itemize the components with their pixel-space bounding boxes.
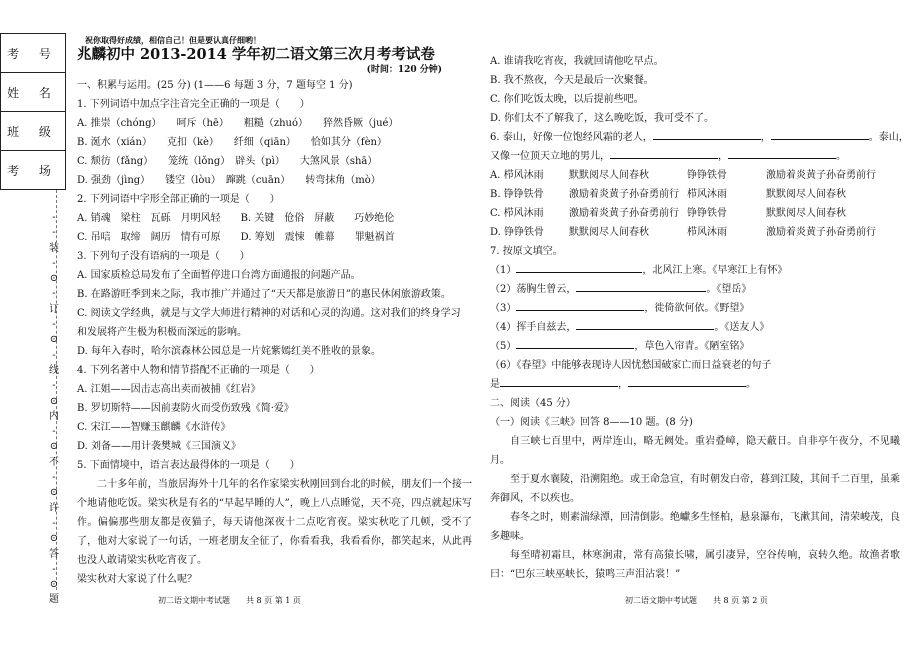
q6-option-part: 默默阅尽人间春秋	[569, 227, 649, 238]
answer-blank[interactable]	[610, 148, 718, 159]
question-line: B. 在路游旺季到来之际，我市推广并通过了“天天都是旅游日”的惠民休闲旅游政策。	[77, 289, 451, 300]
q6-line2: 又像一位顶天立地的男儿， ， 。	[490, 147, 900, 166]
passage-paragraph: 自三峡七百里中，两岸连山，略无阙处。重岩叠嶂，隐天蔽日。自非亭午夜分，不见曦月。	[490, 436, 900, 466]
seal-char: ⊙	[49, 579, 59, 591]
option-line: B. 我不熬夜，今天是最后一次聚餐。	[490, 75, 654, 86]
q7-item6: （6）《春望》中能够表现诗人因忧愁国破家亡而日益衰老的句子	[490, 360, 772, 371]
question-line: B. 涎水（xián） 克扣（kè） 纤细（qiān） 恰如其分（fèn）	[77, 137, 387, 148]
question-line: 5. 下面情境中，语言表达最得体的一项是（ ）	[77, 460, 300, 471]
seal-char: 订	[49, 303, 59, 315]
question-line: 2. 下列词语中字形全部正确的一项是（ ）	[77, 194, 280, 205]
q6-option	[490, 166, 900, 185]
q6-option	[490, 185, 900, 204]
seal-char: -	[52, 349, 56, 361]
question-line: C. 颓彷（fǎng） 笼统（lǒng） 辟头（pì） 大煞风景（shā）	[77, 156, 378, 167]
question-line: 一、积累与运用。(25 分) (1——6 每题 3 分，7 题每空 1 分)	[77, 80, 353, 91]
answer-blank[interactable]	[628, 376, 746, 387]
question-line: C. 阅读文学经典，就是与文学大师进行精神的对话和心灵的沟通。这对我们的终身学习	[77, 308, 461, 319]
q6-option-part: B. 铮铮铁骨	[490, 189, 544, 200]
q7-item: （5） ，草色入帘青。《陋室铭》	[490, 337, 900, 356]
info-field-label: 班 级	[1, 112, 66, 151]
seal-char: -	[52, 227, 56, 239]
slogan: 祝你取得好成绩，相信自己！但是要认真仔细哟！	[85, 35, 261, 45]
seal-char: 答	[49, 548, 59, 560]
q6-option-part: 铮铮铁骨	[687, 208, 727, 219]
question-line: A. 国家质检总局发布了全面暂停进口台湾方面通报的问题产品。	[77, 270, 361, 281]
seal-text	[48, 210, 60, 608]
passage-paragraph: 春冬之时，则素湍绿潭，回清倒影。绝巘多生怪柏，悬泉瀑布，飞漱其间，清荣峻茂，良多趣味。	[490, 512, 900, 542]
seal-char: -	[52, 380, 56, 392]
seal-char: -	[52, 319, 56, 331]
seal-char: -	[52, 472, 56, 484]
seal-char: -	[52, 517, 56, 529]
seal-char: ⊙	[49, 395, 59, 407]
seal-char: -	[52, 288, 56, 300]
seal-char: 内	[49, 410, 59, 422]
left-questions	[77, 76, 472, 475]
reading-sub: （一）阅读《三峡》回答 8——10 题。(8 分)	[490, 417, 693, 428]
seal-char: ⊙	[49, 273, 59, 285]
passage-paragraph: 至于夏水襄陵，沿溯阻绝。或王命急宣，有时朝发白帝，暮到江陵，其间千二百里，虽乘奔御风，不以疾也。	[490, 474, 900, 504]
question-line: 4. 下列名著中人物和情节搭配不正确的一项是（ ）	[77, 365, 320, 376]
q6-line1: 6. 泰山，好像一位饱经风霜的老人， ， 。泰山，	[490, 128, 900, 147]
left-page	[77, 34, 472, 589]
q7-item: （3） ，徙倚欲何依。《野望》	[490, 299, 900, 318]
seal-char: -	[52, 212, 56, 223]
question-line: D. 刘备——用计袭樊城《三国演义》	[77, 441, 242, 452]
q5-passage: 二十多年前，当旅居海外十几年的名作家梁实秋刚回到台北的时候，朋友们一个接一个地请他吃饭。梁实秋是有名的“早起早睡的人”，晚上八点睡觉，天不亮，四点就起床写作。偏偏那些朋友都是夜猫子，每天请他深夜十二点吃宵夜。梁实秋吃了几顿，受不了了，他对大家说了一句话，一班老朋友全征了，你看看我，我看看你，都笑起来，从此再也没人敢请梁实秋吃宵夜了。	[77, 479, 472, 566]
q6-option-part: 激励着炎黄子孙奋勇前行	[766, 170, 876, 181]
sanxia-passage	[490, 432, 900, 584]
q6-option-part: C. 栉风沐雨	[490, 208, 544, 219]
question-line: 1. 下列词语中加点字注音完全正确的一项是（ ）	[77, 99, 310, 110]
q7-heading: 7. 按原文填空。	[490, 246, 563, 257]
q7-item: （1） ，北风江上寒。《早寒江上有怀》	[490, 261, 900, 280]
q6-options	[490, 166, 900, 242]
q6-option-part: 激励着炎黄子孙奋勇前行	[569, 189, 679, 200]
q5-question: 梁实秋对大家说了什么呢？	[77, 574, 197, 585]
seal-char: -	[52, 563, 56, 575]
info-field-label: 考 场	[1, 151, 66, 190]
seal-char: -	[52, 426, 56, 438]
q6-option-part: 栉风沐雨	[687, 227, 727, 238]
answer-blank[interactable]	[576, 281, 706, 292]
option-line: A. 谁请我吃宵夜，我就回请他吃早点。	[490, 56, 664, 67]
q6-option-part: 默默阅尽人间春秋	[766, 189, 846, 200]
question-line: C. 宋江——智赚玉麒麟《水浒传》	[77, 422, 231, 433]
q6-option	[490, 223, 900, 242]
question-line: A. 销魂 梁柱 瓦砾 月明风轻 B. 关键 伧俗 屏蔽 巧妙绝伦	[77, 213, 395, 224]
question-line: D. 强劲（jìng） 镂空（lòu） 蹿跳（cuān） 转弯抹角（mò）	[77, 175, 381, 186]
answer-blank[interactable]	[653, 129, 761, 140]
question-line: 3. 下列句子没有语病的一项是（ ）	[77, 251, 250, 262]
question-line: B. 罗切斯特——因前妻防火而受伤致残《简·爱》	[77, 403, 294, 414]
seal-char: 不	[49, 456, 59, 468]
passage-paragraph: 每至晴初霜旦，林寒涧肃，常有高猿长啸，属引凄异，空谷传响，哀转久绝。故渔者歌曰：“巴东三峡巫峡长，猿鸣三声泪沾裳！”	[490, 550, 900, 580]
answer-blank[interactable]	[728, 148, 836, 159]
seal-char: 线	[49, 364, 59, 376]
answer-blank[interactable]	[771, 129, 869, 140]
option-line: D. 你们太不了解我了，这么晚吃饭，我可受不了。	[490, 113, 715, 124]
question-line: D. 每年入春时，哈尔滨森林公园总是一片姹紫嫣红美不胜收的景象。	[77, 346, 382, 357]
reading-heading: 二、阅读（45 分）	[490, 398, 576, 409]
q6-option	[490, 204, 900, 223]
seal-char: -	[52, 257, 56, 269]
answer-blank[interactable]	[516, 262, 642, 273]
seal-char: ⊙	[49, 441, 59, 453]
right-page	[490, 52, 909, 584]
answer-blank[interactable]	[516, 300, 644, 311]
answer-blank[interactable]	[500, 376, 618, 387]
q6-option-part: A. 栉风沐雨	[490, 170, 544, 181]
q6-option-part: D. 铮铮铁骨	[490, 227, 545, 238]
seal-char: 装	[49, 242, 59, 254]
info-field-label: 考 号	[1, 34, 66, 73]
question-line: A. 江姐——因击志高出卖而被捕《红岩》	[77, 384, 261, 395]
q5-options	[490, 52, 900, 128]
option-line: C. 你们吃饭太晚，以后提前些吧。	[490, 94, 644, 105]
q6-option-part: 激励着炎黄子孙奋勇前行	[569, 208, 679, 219]
q6-option-part: 栉风沐雨	[687, 189, 727, 200]
footer-left: 初二语文期中考试题 共 8 页 第 1 页	[158, 596, 301, 605]
q6-option-part: 铮铮铁骨	[687, 170, 727, 181]
q6-option-part: 默默阅尽人间春秋	[766, 208, 846, 219]
seal-char: 许	[49, 502, 59, 514]
q7-items	[490, 261, 900, 356]
answer-blank[interactable]	[516, 338, 634, 349]
q6-option-part: 激励着炎黄子孙奋勇前行	[766, 227, 876, 238]
q7-item6-answer: 是 ， 。	[490, 375, 900, 394]
info-field-label: 姓 名	[1, 73, 66, 112]
question-line: C. 吊唁 取缔 阔历 情有可原 D. 筹划 震悚 帷幕 罪魁祸首	[77, 232, 395, 243]
question-line: 和发展将产生极为积极而深远的影响。	[77, 327, 247, 338]
seal-char: ⊙	[49, 487, 59, 499]
q6-option-part: 默默阅尽人间春秋	[569, 170, 649, 181]
page-title: 兆麟初中 2013-2014 学年初二语文第三次月考考试卷	[77, 46, 435, 63]
q7-item: （4）挥手自兹去， 。《送友人》	[490, 318, 900, 337]
answer-blank[interactable]	[576, 319, 714, 330]
exam-time: (时间：120 分钟)	[366, 65, 442, 75]
seal-char: 题	[49, 594, 59, 606]
seal-char: ⊙	[49, 334, 59, 346]
q7-item: （2）荡胸生曾云， 。《望岳》	[490, 280, 900, 299]
footer-right: 初二语文期中考试题 共 8 页 第 2 页	[625, 596, 768, 605]
seal-char: ⊙	[49, 533, 59, 545]
student-info-table	[0, 33, 66, 190]
question-line: A. 推崇（chóng） 呵斥（hē） 粗糙（zhuó） 猝然昏厥（jué）	[77, 118, 399, 129]
